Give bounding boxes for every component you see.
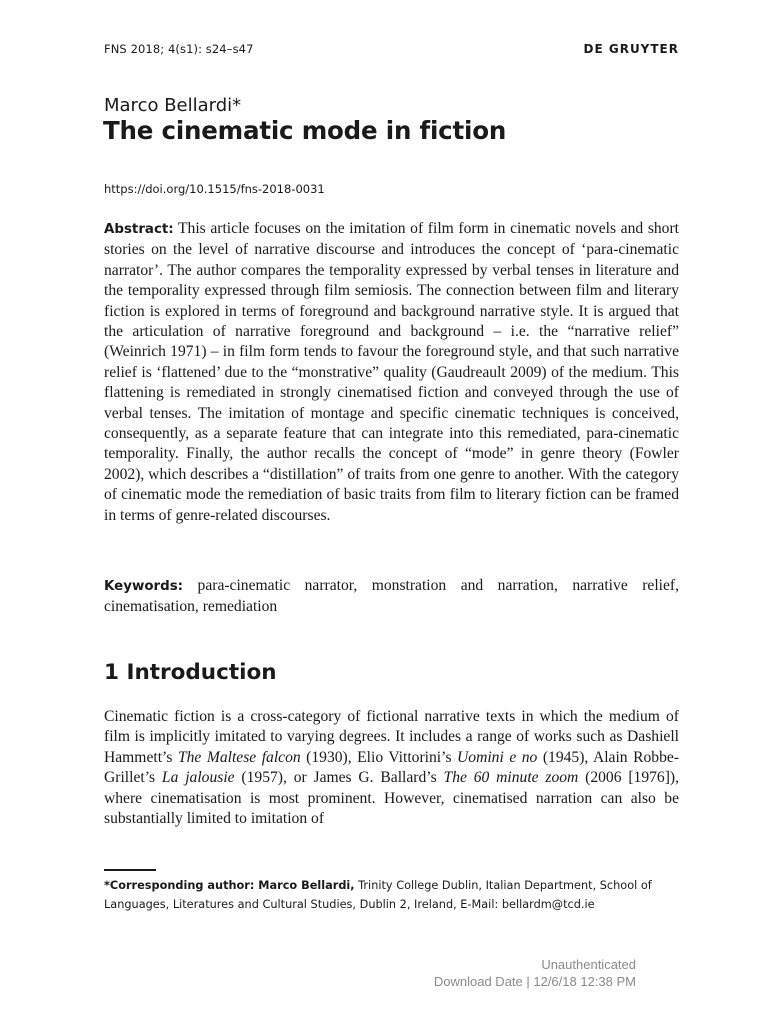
footnote xyxy=(104,876,679,914)
journal-reference: FNS 2018; 4(s1): s24–s47 xyxy=(104,42,254,56)
keywords-label: Keywords: xyxy=(104,579,184,594)
watermark-line-1: Unauthenticated xyxy=(541,957,636,972)
work-title: The Maltese falcon xyxy=(177,748,301,766)
section-heading: 1 Introduction xyxy=(104,660,277,685)
watermark-line-2: Download Date | 12/6/18 12:38 PM xyxy=(433,974,636,989)
footnote-divider xyxy=(104,869,156,871)
intro-text-4: (1957), or James G. Ballard’s xyxy=(234,769,444,787)
download-watermark xyxy=(434,956,636,990)
intro-text-3: (1945), Alain Robbe-Grillet’s xyxy=(104,748,680,787)
abstract xyxy=(104,219,679,526)
publisher-name: DE GRUYTER xyxy=(583,42,679,56)
abstract-text: This article focuses on the imitation of film form in cinematic novels and short stories on the level of narrative discourse and introduces the concept of ‘para-cinematic narrator’. The author compares the temporality expressed by verbal tenses in literature and the temporality expressed through film semiosis. The connection between film and literary fiction is explored in terms of foreground and background narrative style. It is argued that the articulation of narrative foreground and background – i.e. the “narrative relief” (Weinrich 1971) – in film form tends to favour the foreground style, and that such narrative relief is ‘flattened’ due to the “monstrative” quality (Gaudreault 2009) of the medium. This flattening is remediated in strongly cinematised fiction and conveyed through the use of verbal tenses. The imitation of montage and specific cinematic techniques is conceived, consequently, as a separate feature that can integrate into this remediated, para-cinematic temporality. Finally, the author recalls the concept of “mode” in genre theory (Fowler 2002), which describes a “distillation” of traits from one genre to another. With the category of cinematic mode the remediation of basic traits from film to literary fiction can be framed in terms of genre-related discourses. xyxy=(104,220,680,524)
running-header xyxy=(104,42,679,60)
abstract-label: Abstract: xyxy=(104,222,174,237)
doi-link[interactable]: https://doi.org/10.1515/fns-2018-0031 xyxy=(104,182,325,196)
article-title: The cinematic mode in fiction xyxy=(103,116,507,145)
introduction-paragraph xyxy=(104,707,679,829)
footnote-label: *Corresponding author: Marco Bellardi, xyxy=(104,879,355,892)
footnote-text: Trinity College Dublin, Italian Department, School of Languages, Literatures and Cultural Studies, Dublin 2, Ireland, E-Mail: bellardm@tcd.ie xyxy=(104,879,652,911)
intro-text-1: Cinematic fiction is a cross-category of fictional narrative texts in which the medium of film is implicitly imitated to varying degrees. It includes a range of works such as Dashiell Hammett’s xyxy=(104,708,679,766)
work-title: Uomini e no xyxy=(457,748,538,766)
author-name: Marco Bellardi* xyxy=(104,95,242,116)
keywords-text: para-cinematic narrator, monstration and narration, narrative relief, cinematisation, remediation xyxy=(104,577,679,616)
keywords xyxy=(104,576,679,618)
work-title: La jalousie xyxy=(161,769,235,787)
intro-text-2: (1930), Elio Vittorini’s xyxy=(300,748,458,766)
intro-text-5: (2006 [1976]), where cinematisation is most prominent. However, cinematised narration can also be substantially limited to imitation of xyxy=(104,769,679,828)
work-title: The 60 minute zoom xyxy=(443,769,579,787)
